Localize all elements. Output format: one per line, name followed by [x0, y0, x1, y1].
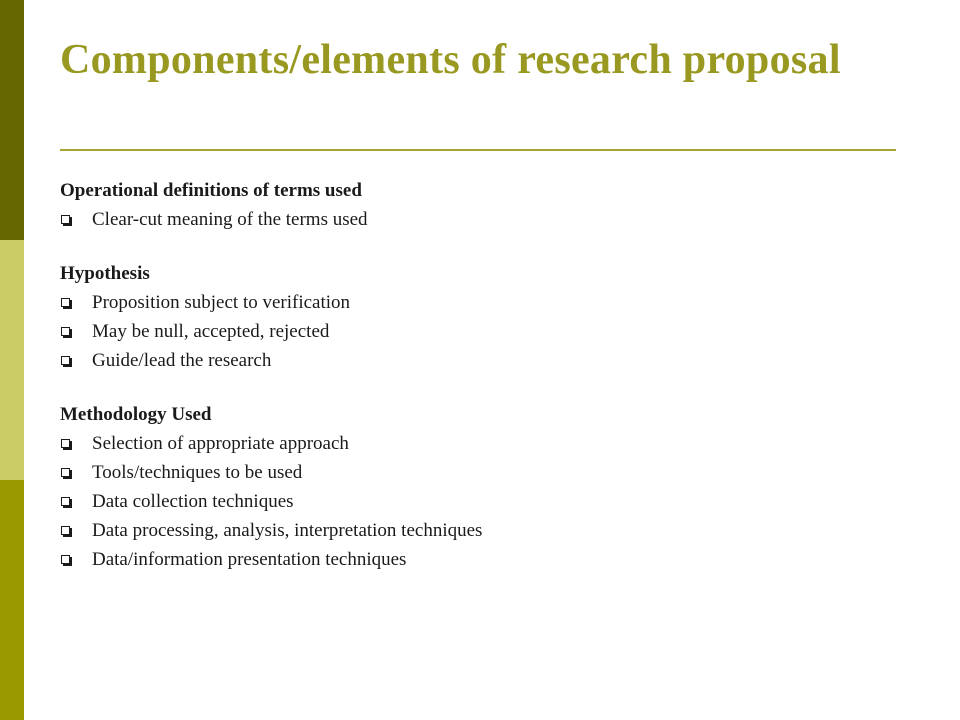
bullet-list — [60, 288, 920, 375]
hollow-square-bullet-icon — [61, 215, 70, 224]
section-heading: Hypothesis — [60, 263, 150, 284]
bullet-item — [60, 288, 920, 317]
section-operational-definitions — [60, 176, 920, 234]
bullet-text: Guide/lead the research — [92, 350, 272, 371]
bullet-list — [60, 429, 920, 574]
bullet-text: Proposition subject to verification — [92, 292, 351, 313]
bullet-item — [60, 487, 920, 516]
section-methodology — [60, 400, 920, 574]
section-hypothesis — [60, 259, 920, 375]
bullet-item — [60, 458, 920, 487]
bullet-text: May be null, accepted, rejected — [92, 321, 330, 342]
bullet-item — [60, 346, 920, 375]
hollow-square-bullet-icon — [61, 497, 70, 506]
bullet-text: Data processing, analysis, interpretation techniques — [92, 520, 483, 541]
bullet-text: Data collection techniques — [92, 491, 294, 512]
sidebar-accent-middle — [0, 240, 24, 480]
section-heading: Operational definitions of terms used — [60, 180, 362, 201]
bullet-text: Clear-cut meaning of the terms used — [92, 209, 368, 230]
bullet-list — [60, 205, 920, 234]
title-underline — [60, 149, 896, 151]
bullet-item — [60, 545, 920, 574]
slide-title: Components/elements of research proposal — [60, 37, 841, 83]
hollow-square-bullet-icon — [61, 526, 70, 535]
section-heading: Methodology Used — [60, 404, 212, 425]
bullet-item — [60, 429, 920, 458]
hollow-square-bullet-icon — [61, 356, 70, 365]
hollow-square-bullet-icon — [61, 468, 70, 477]
bullet-item — [60, 516, 920, 545]
bullet-text: Selection of appropriate approach — [92, 433, 349, 454]
sidebar-accent-top — [0, 0, 24, 240]
hollow-square-bullet-icon — [61, 298, 70, 307]
sidebar-accent-bottom — [0, 480, 24, 720]
bullet-text: Tools/techniques to be used — [92, 462, 303, 483]
bullet-text: Data/information presentation techniques — [92, 549, 407, 570]
slide-body — [60, 176, 920, 574]
hollow-square-bullet-icon — [61, 327, 70, 336]
bullet-item — [60, 205, 920, 234]
bullet-item — [60, 317, 920, 346]
hollow-square-bullet-icon — [61, 555, 70, 564]
hollow-square-bullet-icon — [61, 439, 70, 448]
